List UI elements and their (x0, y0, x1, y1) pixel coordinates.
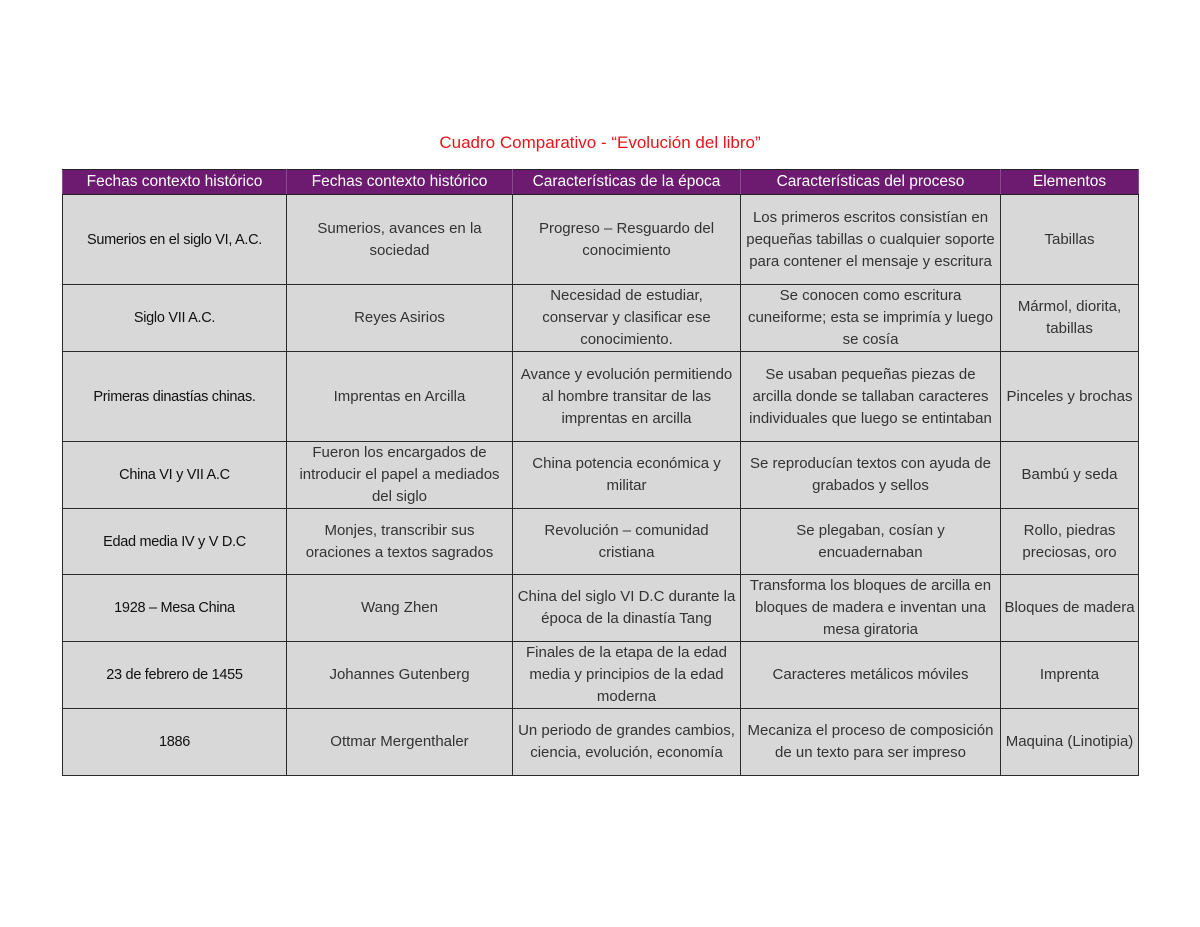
elementos-cell: Maquina (Linotipia) (1001, 709, 1139, 776)
table-row (63, 285, 1139, 352)
fecha-cell: Edad media IV y V D.C (63, 509, 287, 575)
elementos-cell: Bloques de madera (1001, 575, 1139, 642)
table-header-row (63, 170, 1139, 195)
table-row (63, 352, 1139, 442)
fecha-cell: 23 de febrero de 1455 (63, 642, 287, 709)
header-caracteristicas-epoca: Características de la época (513, 170, 741, 195)
contexto-cell: Sumerios, avances en la sociedad (287, 195, 513, 285)
fecha-cell: 1886 (63, 709, 287, 776)
header-fechas-contexto-2: Fechas contexto histórico (287, 170, 513, 195)
elementos-cell: Mármol, diorita, tabillas (1001, 285, 1139, 352)
fecha-cell: 1928 – Mesa China (63, 575, 287, 642)
elementos-cell: Imprenta (1001, 642, 1139, 709)
epoca-cell: Finales de la etapa de la edad media y principios de la edad moderna (513, 642, 741, 709)
contexto-cell: Reyes Asirios (287, 285, 513, 352)
table-row (63, 195, 1139, 285)
table-row (63, 442, 1139, 509)
elementos-cell: Bambú y seda (1001, 442, 1139, 509)
document-title: Cuadro Comparativo - “Evolución del libro” (439, 133, 761, 152)
epoca-cell: Avance y evolución permitiendo al hombre transitar de las imprentas en arcilla (513, 352, 741, 442)
contexto-cell: Ottmar Mergenthaler (287, 709, 513, 776)
elementos-cell: Tabillas (1001, 195, 1139, 285)
epoca-cell: Progreso – Resguardo del conocimiento (513, 195, 741, 285)
epoca-cell: Revolución – comunidad cristiana (513, 509, 741, 575)
proceso-cell: Se plegaban, cosían y encuadernaban (741, 509, 1001, 575)
proceso-cell: Caracteres metálicos móviles (741, 642, 1001, 709)
contexto-cell: Imprentas en Arcilla (287, 352, 513, 442)
proceso-cell: Se reproducían textos con ayuda de grabados y sellos (741, 442, 1001, 509)
elementos-cell: Rollo, piedras preciosas, oro (1001, 509, 1139, 575)
table-body (63, 195, 1139, 776)
fecha-cell: China VI y VII A.C (63, 442, 287, 509)
epoca-cell: China del siglo VI D.C durante la época de la dinastía Tang (513, 575, 741, 642)
table-row (63, 642, 1139, 709)
contexto-cell: Monjes, transcribir sus oraciones a textos sagrados (287, 509, 513, 575)
contexto-cell: Wang Zhen (287, 575, 513, 642)
table-row (63, 575, 1139, 642)
header-caracteristicas-proceso: Características del proceso (741, 170, 1001, 195)
fecha-cell: Siglo VII A.C. (63, 285, 287, 352)
proceso-cell: Mecaniza el proceso de composición de un texto para ser impreso (741, 709, 1001, 776)
contexto-cell: Fueron los encargados de introducir el papel a mediados del siglo (287, 442, 513, 509)
fecha-cell: Primeras dinastías chinas. (63, 352, 287, 442)
comparison-table (62, 169, 1139, 776)
proceso-cell: Los primeros escritos consistían en pequeñas tabillas o cualquier soporte para contener el mensaje y escritura (741, 195, 1001, 285)
table-row (63, 509, 1139, 575)
proceso-cell: Transforma los bloques de arcilla en bloques de madera e inventan una mesa giratoria (741, 575, 1001, 642)
epoca-cell: Un periodo de grandes cambios, ciencia, evolución, economía (513, 709, 741, 776)
proceso-cell: Se usaban pequeñas piezas de arcilla donde se tallaban caracteres individuales que luego se entintaban (741, 352, 1001, 442)
fecha-cell: Sumerios en el siglo VI, A.C. (63, 195, 287, 285)
header-elementos: Elementos (1001, 170, 1139, 195)
contexto-cell: Johannes Gutenberg (287, 642, 513, 709)
header-fechas-contexto-1: Fechas contexto histórico (63, 170, 287, 195)
proceso-cell: Se conocen como escritura cuneiforme; esta se imprimía y luego se cosía (741, 285, 1001, 352)
table-row (63, 709, 1139, 776)
epoca-cell: China potencia económica y militar (513, 442, 741, 509)
elementos-cell: Pinceles y brochas (1001, 352, 1139, 442)
epoca-cell: Necesidad de estudiar, conservar y clasificar ese conocimiento. (513, 285, 741, 352)
